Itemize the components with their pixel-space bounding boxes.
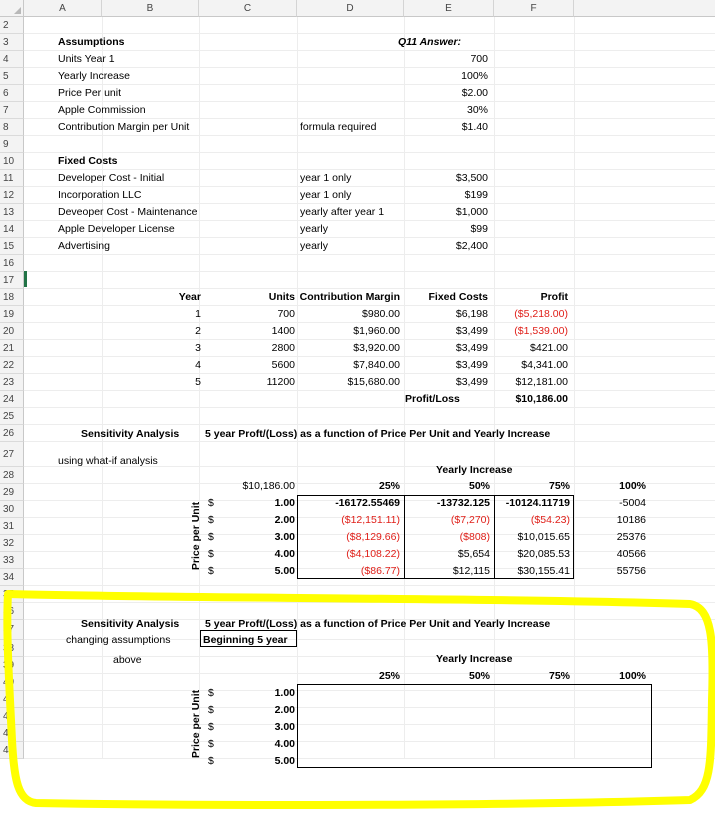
price-cell[interactable]: 4.00 [274,738,295,750]
year-cell[interactable]: 3 [195,342,201,354]
assumption-value[interactable]: 700 [470,53,488,65]
sensitivity-value[interactable]: $12,115 [452,565,490,577]
contribution-margin-cell[interactable]: $7,840.00 [353,359,400,371]
fixed-cost-note[interactable]: yearly [300,240,329,252]
sensitivity-value[interactable]: $20,085.53 [517,548,570,560]
row-header[interactable]: 43 [0,725,24,742]
fixed-cost-value[interactable]: $199 [464,189,488,201]
row-header[interactable]: 12 [0,187,24,204]
sensitivity-subtitle-2: 5 year Proft/(Loss) as a function of Price Per Unit and Yearly Increase [205,618,551,630]
price-cell[interactable]: 3.00 [274,531,295,543]
pct-header: 75% [548,670,570,682]
row-header[interactable]: 31 [0,518,24,535]
fixed-costs-cell[interactable]: $3,499 [455,376,488,388]
sensitivity-value[interactable]: 25376 [616,531,646,543]
row-header[interactable]: 3 [0,34,24,51]
row-header[interactable]: 14 [0,221,24,238]
assumption-label[interactable]: Price Per unit [58,87,122,99]
pct-header: 50% [468,670,490,682]
column-header-e[interactable]: E [404,0,494,17]
row-header[interactable]: 40 [0,674,24,691]
sensitivity-note-2: changing assumptions [66,634,171,646]
sensitivity-title: Sensitivity Analysis [81,428,180,440]
fixed-cost-note[interactable]: year 1 only [300,172,352,184]
fixed-costs-cell[interactable]: $3,499 [455,342,488,354]
contribution-margin-cell[interactable]: $15,680.00 [347,376,400,388]
profit-cell[interactable]: ($5,218.00) [514,308,568,320]
row-header[interactable]: 29 [0,484,24,501]
row-header[interactable]: 5 [0,68,24,85]
contribution-margin-cell[interactable]: $980.00 [362,308,400,320]
row-header[interactable]: 39 [0,657,24,674]
fixed-cost-label[interactable]: Developer Cost - Initial [58,172,165,184]
fixed-costs-cell[interactable]: $3,499 [455,325,488,337]
profit-cell[interactable]: $4,341.00 [521,359,568,371]
pct-header: 75% [548,480,570,492]
units-cell[interactable]: 1400 [271,325,295,337]
fixed-cost-label[interactable]: Advertising [58,240,110,252]
row-header[interactable]: 44 [0,742,24,759]
currency-symbol: $ [208,565,214,577]
row-header[interactable]: 19 [0,306,24,323]
fixed-costs-cell[interactable]: $3,499 [455,359,488,371]
fixed-cost-note[interactable]: yearly [300,223,329,235]
units-cell[interactable]: 2800 [271,342,295,354]
row-header[interactable]: 13 [0,204,24,221]
sensitivity-subtitle: 5 year Proft/(Loss) as a function of Price Per Unit and Yearly Increase [205,428,551,440]
profit-loss-label: Profit/Loss [405,393,460,405]
row-header[interactable]: 41 [0,691,24,708]
column-header-c[interactable]: C [199,0,297,17]
row-header[interactable]: 38 [0,640,24,657]
sensitivity-value[interactable]: 40566 [616,548,646,560]
assumption-value[interactable]: 30% [466,104,488,116]
row-header[interactable]: 33 [0,552,24,569]
price-cell[interactable]: 4.00 [274,548,295,560]
sensitivity-value[interactable]: ($8,129.66) [346,531,400,543]
sensitivity-value[interactable]: ($54.23) [530,514,570,526]
units-cell[interactable]: 11200 [266,376,295,388]
currency-symbol: $ [208,531,214,543]
sensitivity-value[interactable]: ($12,151.11) [341,514,400,526]
row-header[interactable]: 35 [0,586,24,603]
price-cell[interactable]: 2.00 [274,514,295,526]
assumptions-title: Assumptions [58,36,125,48]
row-header[interactable]: 4 [0,51,24,68]
profit-cell[interactable]: $12,181.00 [515,376,568,388]
column-header-f[interactable]: F [494,0,574,17]
row-header[interactable]: 27 [0,442,24,467]
fixed-cost-label[interactable]: Deveoper Cost - Maintenance [58,206,198,218]
currency-symbol: $ [208,548,214,560]
assumption-label[interactable]: Contribution Margin per Unit [58,121,190,133]
sensitivity-value[interactable]: $10,015.65 [517,531,570,543]
sensitivity-value[interactable]: 10186 [616,514,646,526]
fixed-cost-value[interactable]: $3,500 [455,172,488,184]
fixed-cost-label[interactable]: Incorporation LLC [58,189,142,201]
pct-header: 50% [468,480,490,492]
sensitivity-note: using what-if analysis [58,455,158,467]
contribution-margin-cell[interactable]: $1,960.00 [353,325,400,337]
row-header[interactable]: 30 [0,501,24,518]
row-header[interactable]: 42 [0,708,24,725]
row-header[interactable]: 2 [0,17,24,34]
price-cell[interactable]: 1.00 [274,687,295,699]
data-table-corner[interactable]: $10,186.00 [242,480,295,492]
price-cell[interactable]: 5.00 [274,565,295,577]
row-header[interactable]: 17 [0,272,24,289]
fixed-cost-value[interactable]: $2,400 [455,240,488,252]
fixed-costs-title: Fixed Costs [58,155,118,167]
currency-symbol: $ [208,687,214,699]
fixed-costs-cell[interactable]: $6,198 [455,308,488,320]
assumption-note[interactable]: formula required [300,121,377,133]
year-cell[interactable]: 4 [195,359,201,371]
row-header[interactable]: 25 [0,408,24,425]
row-header[interactable]: 9 [0,136,24,153]
assumption-value[interactable]: $2.00 [461,87,488,99]
row-header[interactable]: 22 [0,357,24,374]
row-header[interactable]: 16 [0,255,24,272]
row-header[interactable]: 34 [0,569,24,586]
assumption-value[interactable]: 100% [461,70,488,82]
yearly-increase-label-2: Yearly Increase [436,653,513,665]
row-header[interactable]: 28 [0,467,24,484]
pct-header: 25% [378,670,400,682]
fixed-costs-header: Fixed Costs [428,291,488,303]
year-cell[interactable]: 5 [195,376,201,388]
units-cell[interactable]: 700 [277,308,295,320]
column-header-d[interactable]: D [297,0,404,17]
row-header[interactable]: 11 [0,170,24,187]
sensitivity-value[interactable]: ($7,270) [450,514,490,526]
sensitivity-value[interactable]: $5,654 [457,548,490,560]
units-header: Units [268,291,295,303]
yearly-increase-label: Yearly Increase [436,464,513,476]
sensitivity-note-2b: above [113,654,142,666]
fixed-cost-value[interactable]: $99 [470,223,488,235]
sensitivity-value[interactable]: -10124.11719 [505,497,570,509]
column-header-a[interactable]: A [24,0,102,17]
q11-answer-header: Q11 Answer: [398,36,462,48]
pct-header: 25% [378,480,400,492]
contribution-margin-header: Contribution Margin [299,291,400,303]
sensitivity-title-2: Sensitivity Analysis [81,618,180,630]
fixed-cost-label[interactable]: Apple Developer License [58,223,175,235]
row-header[interactable]: 23 [0,374,24,391]
sensitivity-value[interactable]: -5004 [619,497,646,509]
row-header[interactable]: 36 [0,603,24,620]
profit-header: Profit [540,291,568,303]
column-header-b[interactable]: B [102,0,199,17]
sensitivity-value[interactable]: -13732.125 [436,497,490,509]
price-cell[interactable]: 1.00 [274,497,295,509]
row-header[interactable]: 6 [0,85,24,102]
sensitivity-value[interactable]: ($4,108.22) [346,548,400,560]
year-header: Year [178,291,201,303]
fixed-cost-value[interactable]: $1,000 [455,206,488,218]
assumption-label[interactable]: Yearly Increase [58,70,130,82]
year-cell[interactable]: 1 [195,308,201,320]
sensitivity-value[interactable]: ($808) [459,531,490,543]
price-cell[interactable]: 2.00 [274,704,295,716]
contribution-margin-cell[interactable]: $3,920.00 [353,342,400,354]
row-header[interactable]: 10 [0,153,24,170]
row-header[interactable]: 18 [0,289,24,306]
assumption-label[interactable]: Units Year 1 [58,53,115,65]
price-cell[interactable]: 3.00 [274,721,295,733]
row-header[interactable]: 26 [0,425,24,442]
fixed-cost-note[interactable]: yearly after year 1 [300,206,385,218]
sensitivity-value[interactable]: 55756 [616,565,646,577]
row-header[interactable]: 7 [0,102,24,119]
sensitivity-value[interactable]: $30,155.41 [517,565,570,577]
price-per-unit-label-2: Price per Unit [190,689,202,759]
assumption-value[interactable]: $1.40 [461,121,488,133]
highlight-stroke [7,594,712,805]
data-table-corner-2[interactable]: Beginning 5 year [203,634,288,646]
row-header[interactable]: 24 [0,391,24,408]
profit-loss-total[interactable]: $10,186.00 [515,393,568,405]
row-header[interactable]: 32 [0,535,24,552]
currency-symbol: $ [208,704,214,716]
currency-symbol: $ [208,721,214,733]
row-header[interactable]: 8 [0,119,24,136]
currency-symbol: $ [208,738,214,750]
fixed-cost-note[interactable]: year 1 only [300,189,352,201]
currency-symbol: $ [208,514,214,526]
pct-header: 100% [619,480,646,492]
pct-header: 100% [619,670,646,682]
currency-symbol: $ [208,497,214,509]
row-header[interactable]: 15 [0,238,24,255]
year-cell[interactable]: 2 [195,325,201,337]
assumption-label[interactable]: Apple Commission [58,104,146,116]
sensitivity-value[interactable]: ($86.77) [360,565,400,577]
row-header[interactable]: 21 [0,340,24,357]
profit-cell[interactable]: $421.00 [530,342,568,354]
sensitivity-value[interactable]: -16172.55469 [335,497,400,509]
price-per-unit-label: Price per Unit [190,501,202,571]
units-cell[interactable]: 5600 [271,359,295,371]
row-header[interactable]: 20 [0,323,24,340]
row-header[interactable]: 37 [0,620,24,640]
price-cell[interactable]: 5.00 [274,755,295,767]
currency-symbol: $ [208,755,214,767]
profit-cell[interactable]: ($1,539.00) [514,325,568,337]
